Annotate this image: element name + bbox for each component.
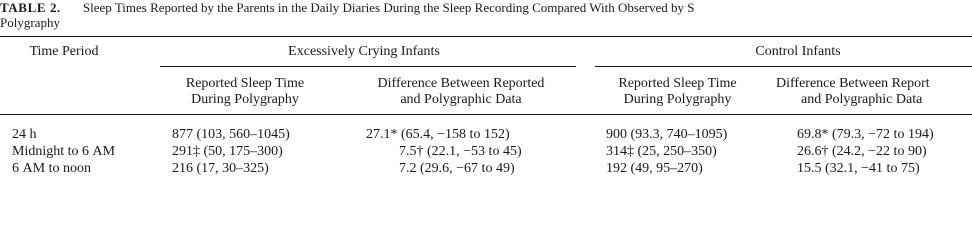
table-cell: 291‡ (50, 175–300) bbox=[172, 144, 283, 159]
group-rule-crying bbox=[160, 66, 576, 67]
period-text: Midnight to 6 bbox=[12, 144, 93, 159]
table-cell: 192 (49, 95–270) bbox=[606, 161, 703, 176]
group-rule-control bbox=[595, 66, 972, 67]
table-row-period bbox=[12, 160, 91, 177]
top-rule bbox=[0, 36, 972, 37]
table-cell: 7.2 (29.6, −67 to 49) bbox=[399, 161, 515, 176]
header-rule bbox=[0, 114, 972, 115]
column-header-line: Difference Between Report bbox=[776, 76, 930, 91]
column-header-crying-difference bbox=[350, 76, 572, 108]
period-suffix: to noon bbox=[45, 161, 91, 176]
column-header-line: During Polygraphy bbox=[191, 92, 299, 107]
column-header-line: and Polygraphic Data bbox=[400, 92, 522, 107]
table-caption bbox=[0, 0, 972, 30]
column-header-control-reported bbox=[595, 76, 760, 108]
table-cell: 877 (103, 560–1045) bbox=[172, 127, 290, 142]
column-header-line: During Polygraphy bbox=[623, 92, 732, 107]
table-cell: 900 (93.3, 740–1095) bbox=[606, 127, 728, 142]
period-text: 6 bbox=[12, 161, 23, 176]
caption-line-1: Sleep Times Reported by the Parents in the Daily Diaries During the Sleep Recording Compared With Observed by S bbox=[82, 0, 695, 15]
group-header-control: Control Infants bbox=[755, 44, 841, 59]
table-cell: 69.8* (79.3, −72 to 194) bbox=[797, 127, 934, 142]
table-cell: 7.5† (22.1, −53 to 45) bbox=[399, 144, 522, 159]
column-header-line: Reported Sleep Time bbox=[185, 76, 305, 91]
column-header-crying-reported bbox=[160, 76, 330, 108]
table-cell: 27.1* (65.4, −158 to 152) bbox=[366, 127, 510, 142]
table-row-period bbox=[12, 126, 37, 143]
stub-header: Time Period bbox=[29, 44, 99, 59]
table-cell: 314‡ (25, 250–350) bbox=[606, 144, 717, 159]
table-cell: 15.5 (32.1, −41 to 75) bbox=[797, 161, 920, 176]
column-header-control-difference bbox=[775, 76, 971, 108]
period-small: AM bbox=[22, 161, 46, 176]
table-cell: 216 (17, 30–325) bbox=[172, 161, 269, 176]
table-row-period bbox=[12, 143, 115, 160]
period-small: AM bbox=[92, 144, 116, 159]
caption-line-2: Polygraphy bbox=[0, 15, 60, 30]
table-cell: 26.6† (24.2, −22 to 90) bbox=[797, 144, 927, 159]
group-header-crying: Excessively Crying Infants bbox=[288, 44, 440, 59]
column-header-line: Reported Sleep Time bbox=[618, 76, 737, 91]
column-header-line: Difference Between Reported bbox=[377, 76, 545, 91]
column-header-line: and Polygraphic Data bbox=[801, 92, 923, 107]
period-text: 24 h bbox=[12, 127, 37, 142]
table-label: TABLE 2. bbox=[0, 0, 61, 15]
